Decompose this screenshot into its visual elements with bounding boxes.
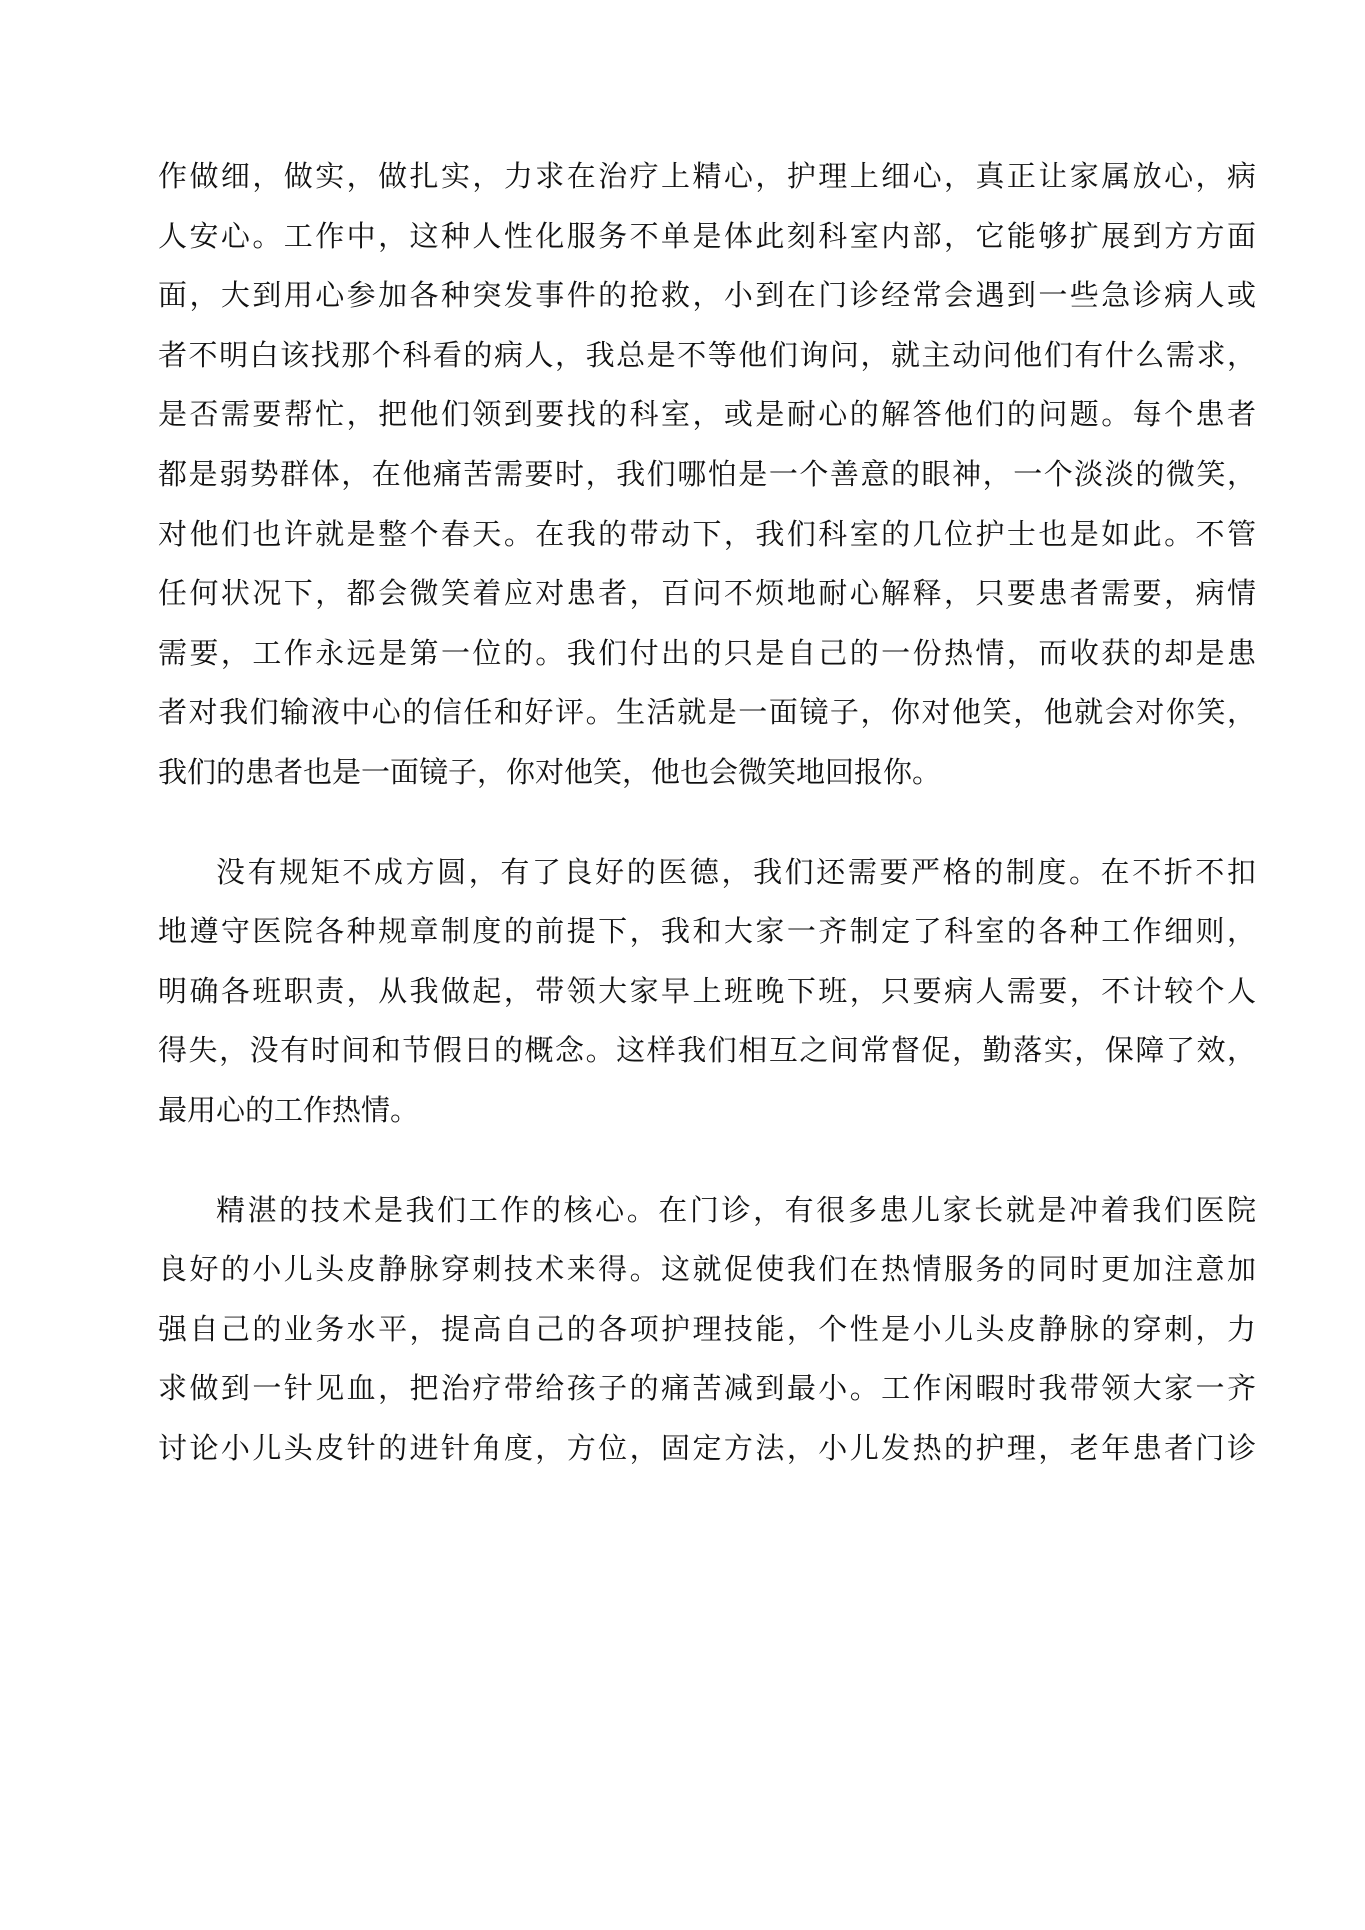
text-line: 良好的小儿头皮静脉穿刺技术来得。这就促使我们在热情服务的同时更加注意加 — [158, 1252, 1256, 1287]
paragraph-1 — [158, 147, 1256, 803]
text-line: 者不明白该找那个科看的病人，我总是不等他们询问，就主动问他们有什么需求， — [158, 337, 1256, 372]
text-line: 我们的患者也是一面镜子，你对他笑，他也会微笑地回报你。 — [158, 754, 942, 789]
text-line: 者对我们输液中心的信任和好评。生活就是一面镜子，你对他笑，他就会对你笑， — [158, 695, 1256, 730]
document-body — [158, 147, 1256, 1478]
text-line: 面，大到用心参加各种突发事件的抢救，小到在门诊经常会遇到一些急诊病人或 — [158, 278, 1256, 313]
text-line: 地遵守医院各种规章制度的前提下，我和大家一齐制定了科室的各种工作细则， — [158, 914, 1256, 949]
text-line: 精湛的技术是我们工作的核心。在门诊，有很多患儿家长就是冲着我们医院 — [216, 1192, 1256, 1227]
text-line: 明确各班职责，从我做起，带领大家早上班晚下班，只要病人需要，不计较个人 — [158, 973, 1256, 1008]
text-line: 最用心的工作热情。 — [158, 1092, 420, 1127]
text-line: 人安心。工作中，这种人性化服务不单是体此刻科室内部，它能够扩展到方方面 — [158, 218, 1256, 253]
text-line: 是否需要帮忙，把他们领到要找的科室，或是耐心的解答他们的问题。每个患者 — [158, 397, 1256, 432]
text-line: 讨论小儿头皮针的进针角度，方位，固定方法，小儿发热的护理，老年患者门诊 — [158, 1430, 1256, 1465]
text-line: 没有规矩不成方圆，有了良好的医德，我们还需要严格的制度。在不折不扣 — [216, 854, 1256, 889]
text-line: 任何状况下，都会微笑着应对患者，百问不烦地耐心解释，只要患者需要，病情 — [158, 576, 1256, 611]
paragraph-2 — [158, 843, 1256, 1141]
text-line: 对他们也许就是整个春天。在我的带动下，我们科室的几位护士也是如此。不管 — [158, 516, 1256, 551]
text-line: 得失，没有时间和节假日的概念。这样我们相互之间常督促，勤落实，保障了效， — [158, 1033, 1256, 1068]
paragraph-3 — [158, 1181, 1256, 1479]
text-line: 强自己的业务水平，提高自己的各项护理技能，个性是小儿头皮静脉的穿刺，力 — [158, 1311, 1256, 1346]
text-line: 求做到一针见血，把治疗带给孩子的痛苦减到最小。工作闲暇时我带领大家一齐 — [158, 1371, 1256, 1406]
text-line: 需要，工作永远是第一位的。我们付出的只是自己的一份热情，而收获的却是患 — [158, 635, 1256, 670]
text-line: 作做细，做实，做扎实，力求在治疗上精心，护理上细心，真正让家属放心，病 — [158, 159, 1256, 193]
text-line: 都是弱势群体，在他痛苦需要时，我们哪怕是一个善意的眼神，一个淡淡的微笑， — [158, 456, 1256, 491]
